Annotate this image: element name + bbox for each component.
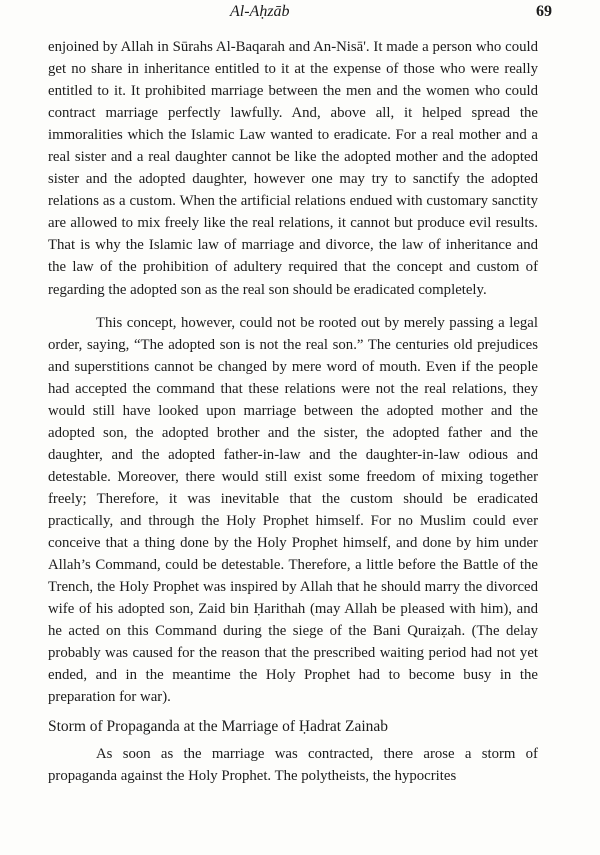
body-paragraph-3: As soon as the marriage was contracted, there arose a storm of propaganda against the Holy Prophet. The polytheists, the hypocrites (48, 746, 538, 785)
running-title: Al-Aḥzāb (230, 3, 290, 20)
body-paragraph-2: This concept, however, could not be rooted out by merely passing a legal order, saying, “The adopted son is not the real son.” The centuries old prejudices and superstitions cannot be changed by mere word of mouth. Even if the people had accepted the command that these relations were not the real relations, they would still have looked upon marriage between the adopted mother and the adopted son, the adopted brother and the sister, the adopted father and the daughter, and the adopted father-in-law and the daughter-in-law odious and detestable. Moreover, there would still exist some freedom of mixing together freely; Therefore, it was inevitable that the custom should be eradicated practically, and through the Holy Prophet himself. For no Muslim could ever conceive that a thing done by the Holy Prophet himself, and done by him under Allah’s Command, could be detestable. Therefore, a little before the Battle of the Trench, the Holy Prophet was inspired by Allah that he should marry the divorced wife of his adopted son, Zaid bin Ḥarithah (may Allah be pleased with him), and he acted on this Command during the siege of the Bani Quraiẓah. (The delay probably was caused for the reason that the prescribed waiting period had not yet ended, and in the meantime the Holy Prophet had to become busy in the preparation for war). (48, 314, 538, 706)
page-number: 69 (536, 3, 552, 20)
body-paragraph-1: enjoined by Allah in Sūrahs Al-Baqarah and An-Nisā'. It made a person who could get no share in inheritance entitled to it at the expense of those who were really entitled to it. It prohibited marriage between the men and the women who could contract marriage perfectly lawfully. And, above all, it helped spread the immoralities which the Islamic Law wanted to eradicate. For a real mother and a real sister and a real daughter cannot be like the adopted mother and the adopted sister and the adopted daughter, however one may try to sanctify the adopted relations as a custom. When the artificial relations endued with customary sanctity are allowed to mix freely like the real relations, it cannot but produce evil results. That is why the Islamic law of marriage and divorce, the law of inheritance and the law of the prohibition of adultery required that the concept and custom of regarding the adopted son as the real son should be eradicated completely. (48, 39, 538, 298)
running-header (0, 3, 600, 25)
section-heading: Storm of Propaganda at the Marriage of Ḥadrat Zainab (48, 718, 389, 736)
page-body (48, 36, 538, 788)
